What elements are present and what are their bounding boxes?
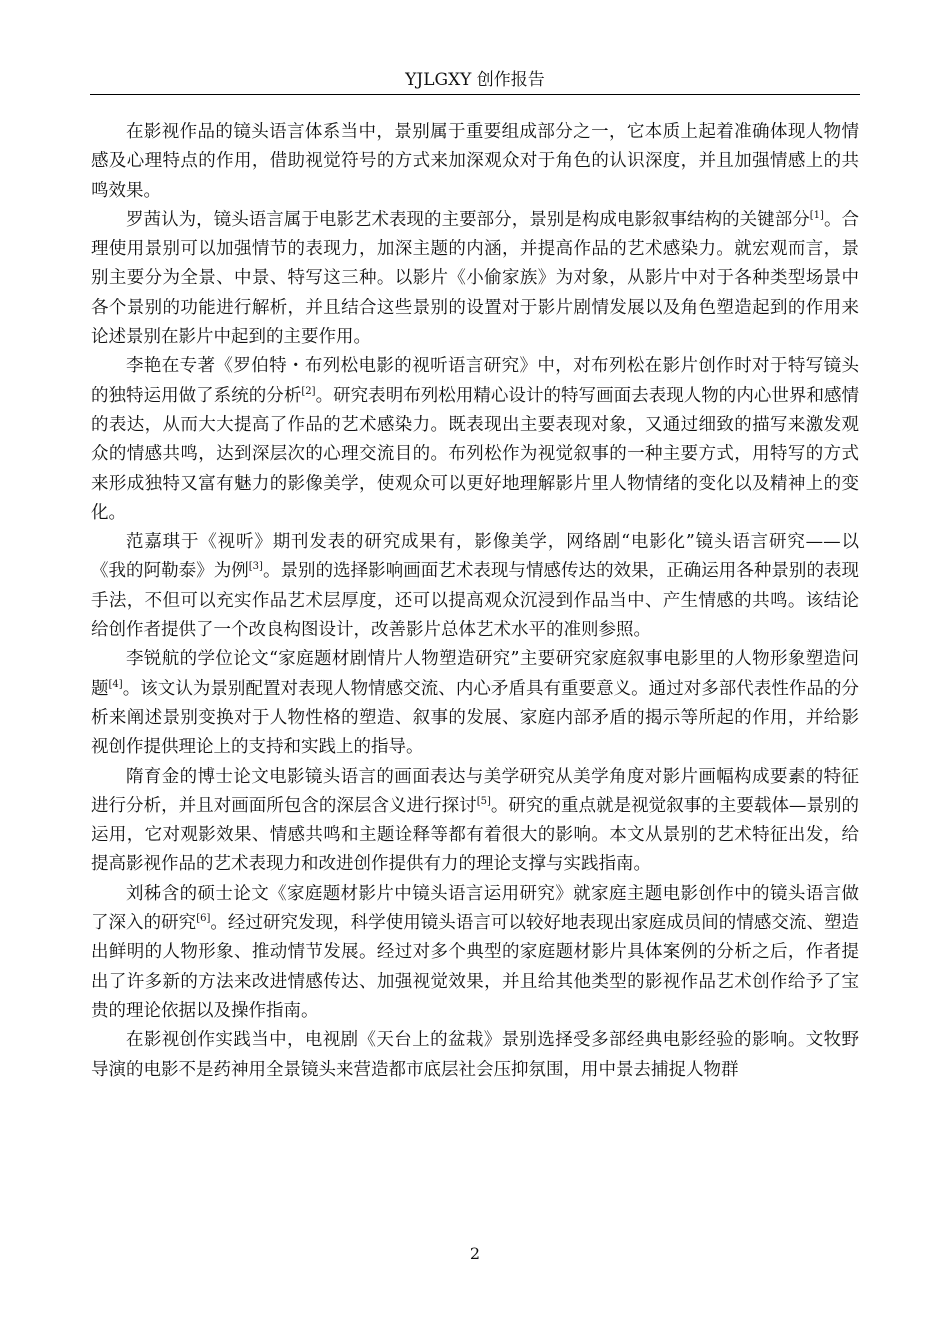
paragraph-text: 李艳在专著《罗伯特・布列松电影的视听语言研究》中，对布列松在影片创作时对于特写镜头的独特运用做了系统的分析 [91, 356, 859, 406]
paragraph-text-continued: 。该文认为景别配置对表现人物情感交流、内心矛盾具有重要意义。通过对多部代表性作品的分析来阐述景别变换对于人物性格的塑造、叙事的发展、家庭内部矛盾的揭示等所起的作用，并给影视创作提供理论上的支持和实践上的指导。 [91, 678, 859, 758]
paragraph-2 [91, 206, 859, 352]
paragraph-text: 罗茜认为，镜头语言属于电影艺术表现的主要部分，景别是构成电影叙事结构的关键部分 [126, 209, 810, 230]
paragraph-3 [91, 352, 859, 528]
paragraph-text-continued: 。研究的重点就是视觉叙事的主要载体—景别的运用，它对观影效果、情感共鸣和主题诠释等都有着很大的影响。本文从景别的艺术特征出发，给提高影视作品的艺术表现力和改进创作提供有力的理论支撑与实践指南。 [91, 795, 860, 875]
paragraph-text: 在影视创作实践当中，电视剧《天台上的盆栽》景别选择受多部经典电影经验的影响。文牧野导演的电影不是药神用全景镜头来营造都市底层社会压抑氛围，用中景去捕捉人物群 [91, 1030, 859, 1080]
citation-marker: [3] [248, 561, 263, 573]
paragraph-8 [91, 1026, 859, 1085]
paragraph-text-continued: 。合理使用景别可以加强情节的表现力，加深主题的内涵，并提高作品的艺术感染力。就宏观而言，景别主要分为全景、中景、特写这三种。以影片《小偷家族》为对象，从影片中对于各种类型场景中各个景别的功能进行解析，并且结合这些景别的设置对于影片剧情发展以及角色塑造起到的作用来论述景别在影片中起到的主要作用。 [91, 209, 860, 348]
citation-marker: [1] [809, 210, 824, 222]
paragraph-text: 隋育金的博士论文电影镜头语言的画面表达与美学研究从美学角度对影片画幅构成要素的特征进行分析，并且对画面所包含的深层含义进行探讨 [91, 766, 859, 816]
paragraph-4 [91, 528, 859, 645]
paragraph-1 [91, 118, 859, 206]
paragraph-5 [91, 645, 859, 762]
running-header: YJLGXY 创作报告 [405, 70, 545, 90]
paragraph-text-continued: 。研究表明布列松用精心设计的特写画面去表现人物的内心世界和感情的表达，从而大大提高了作品的艺术感染力。既表现出主要表现对象，又通过细致的描写来激发观众的情感共鸣，达到深层次的心理交流目的。布列松作为视觉叙事的一种主要方式，用特写的方式来形成独特又富有魅力的影像美学，使观众可以更好地理解影片里人物情绪的变化以及精神上的变化。 [91, 385, 860, 523]
paragraph-text: 李锐航的学位论文“家庭题材剧情片人物塑造研究”主要研究家庭叙事电影里的人物形象塑造问题 [91, 649, 859, 699]
paragraph-text: 刘秭含的硕士论文《家庭题材影片中镜头语言运用研究》就家庭主题电影创作中的镜头语言做了深入的研究 [91, 883, 859, 934]
paragraph-7 [91, 880, 859, 1026]
citation-marker: [4] [108, 678, 123, 690]
paragraph-text-continued: 。景别的选择影响画面艺术表现与情感传达的效果，正确运用各种景别的表现手法，不但可以充实作品艺术层厚度，还可以提高观众沉浸到作品当中、产生情感的共鸣。该结论给创作者提供了一个改良构图设计，改善影片总体艺术水平的准则参照。 [91, 561, 860, 641]
header-rule [90, 94, 860, 95]
citation-marker: [5] [476, 796, 491, 807]
citation-marker: [6] [196, 913, 211, 925]
page-number: 2 [469, 1244, 481, 1263]
paragraph-6 [91, 763, 859, 880]
body-text [91, 118, 859, 1085]
citation-marker: [2] [301, 385, 316, 397]
paragraph-text: 在影视作品的镜头语言体系当中，景别属于重要组成部分之一，它本质上起着准确体现人物情感及心理特点的作用，借助视觉符号的方式来加深观众对于角色的认识深度，并且加强情感上的共鸣效果。 [91, 122, 859, 201]
paragraph-text: 范嘉琪于《视听》期刊发表的研究成果有，影像美学，网络剧“电影化”镜头语言研究——以《我的阿勒泰》为例 [91, 532, 859, 582]
paragraph-text-continued: 。经过研究发现，科学使用镜头语言可以较好地表现出家庭成员间的情感交流、塑造出鲜明的人物形象、推动情节发展。经过对多个典型的家庭题材影片具体案例的分析之后，作者提出了许多新的方法来改进情感传达、加强视觉效果，并且给其他类型的影视作品艺术创作给予了宝贵的理论依据以及操作指南。 [91, 913, 859, 1021]
